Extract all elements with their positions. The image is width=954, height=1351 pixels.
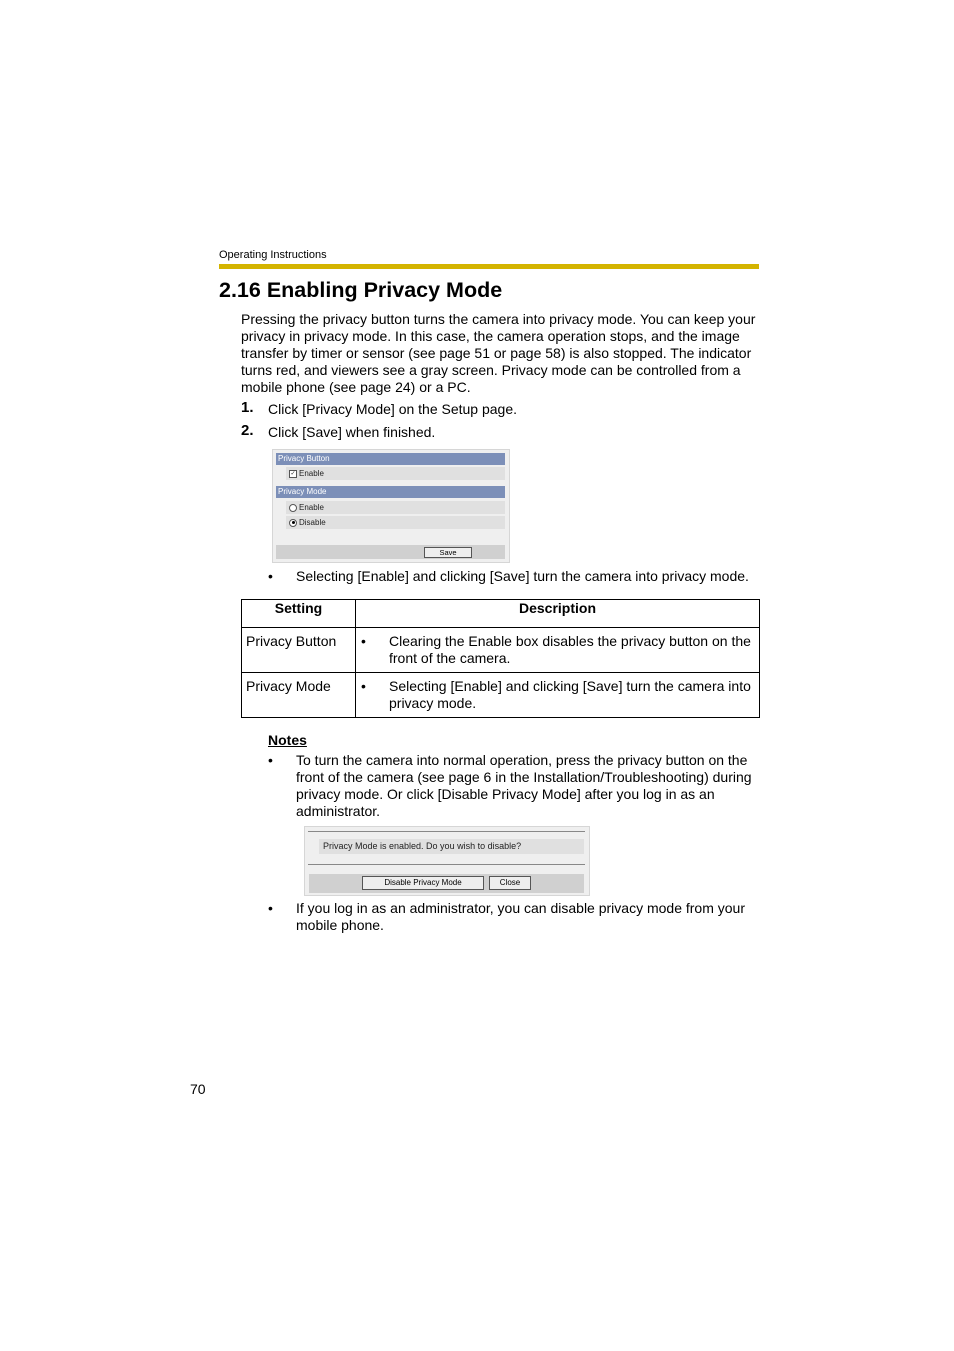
header-setting: Setting [242,600,356,628]
step-2 [241,422,254,440]
step-number: 2. [241,422,254,439]
enable-checkbox-row [286,467,505,480]
close-button[interactable]: Close [489,876,531,890]
disable-privacy-screenshot [304,826,590,896]
bullet-marker: • [268,752,273,768]
note-2-text: If you log in as an administrator, you can disable privacy mode from your mobile phone. [296,900,745,933]
disable-privacy-mode-button[interactable]: Disable Privacy Mode [362,876,484,890]
bullet-marker: • [268,900,273,916]
privacy-settings-screenshot [272,449,510,563]
divider [308,864,585,865]
step-1 [241,399,254,417]
description-cell [356,673,760,718]
notes-heading: Notes [268,732,307,748]
disable-radio[interactable] [289,519,297,527]
bullet-1-text: Selecting [Enable] and clicking [Save] turn the camera into privacy mode. [296,568,749,584]
description-cell [356,628,760,673]
section-title: 2.16 Enabling Privacy Mode [219,278,503,302]
privacy-enabled-message: Privacy Mode is enabled. Do you wish to disable? [319,839,584,854]
header-description: Description [356,600,760,628]
note-1-text: To turn the camera into normal operation, press the privacy button on the front of the camera (see page 6 in the Installation/Troubleshooting) during privacy mode. Or click [Disable Privacy Mode] after you log in as an administrator. [296,752,752,819]
enable-checkbox[interactable]: ✓ [290,470,296,477]
save-button[interactable]: Save [424,547,472,558]
divider [308,831,585,832]
bullet-marker: • [268,568,273,584]
enable-checkbox-label: Enable [299,469,324,478]
disable-radio-row [286,516,505,529]
running-header: Operating Instructions [219,249,327,261]
settings-table [241,599,760,718]
table-row [242,673,760,718]
setting-cell: Privacy Button [242,628,356,673]
privacy-mode-header: Privacy Mode [276,486,505,498]
intro-paragraph: Pressing the privacy button turns the camera into privacy mode. You can keep your privacy in privacy mode. In this case, the camera operation stops, and the image transfer by timer or sensor (see page 51 or page 58) is also stopped. The indicator turns red, and viewers see a gray screen. Privacy mode can be controlled from a mobile phone (see page 24) or a PC. [241,311,756,395]
disable-radio-label: Disable [299,518,326,527]
description-text: Clearing the Enable box disables the privacy button on the front of the camera. [389,633,751,666]
table-row [242,628,760,673]
button-bar [309,874,584,893]
setting-cell: Privacy Mode [242,673,356,718]
step-1-text: Click [Privacy Mode] on the Setup page. [268,401,518,417]
bullet-marker: • [361,678,366,694]
table-header-row [242,600,760,628]
button-bar [276,545,505,559]
privacy-button-header: Privacy Button [276,453,505,465]
enable-radio-label: Enable [299,503,324,512]
description-text: Selecting [Enable] and clicking [Save] turn the camera into privacy mode. [389,678,751,711]
page-number: 70 [190,1081,206,1097]
header-rule [219,264,759,269]
step-2-text: Click [Save] when finished. [268,424,436,440]
bullet-marker: • [361,633,366,649]
step-number: 1. [241,399,254,416]
enable-radio-row [286,501,505,514]
enable-radio[interactable] [289,504,297,512]
